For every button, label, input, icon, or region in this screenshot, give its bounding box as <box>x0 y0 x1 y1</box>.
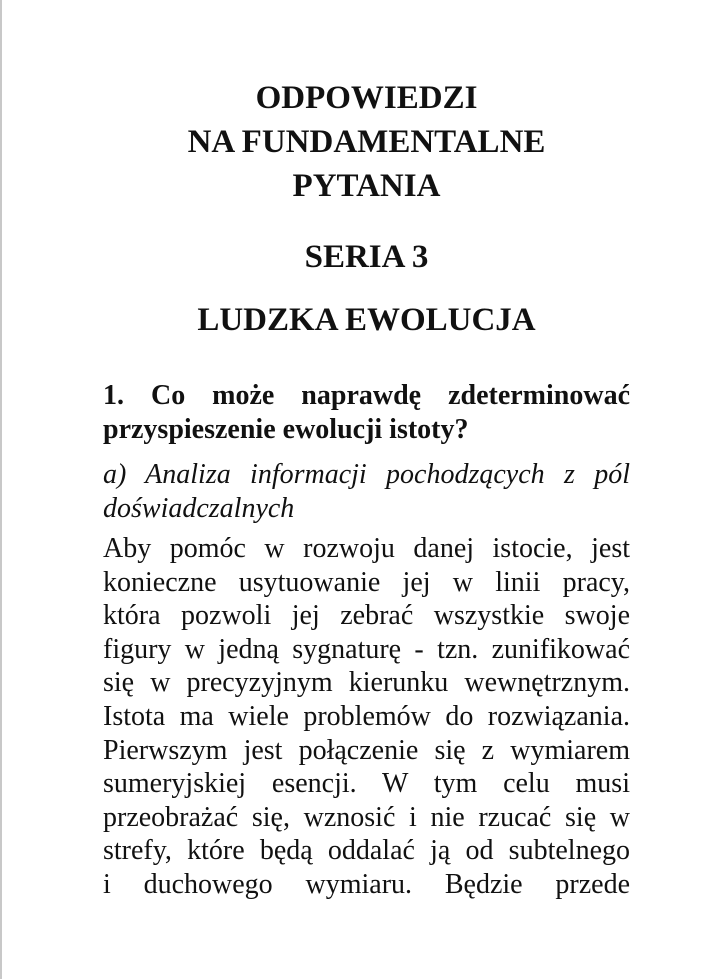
title-line: NA FUNDAMENTALNE <box>187 124 546 160</box>
question-line: 1. Co może naprawdę zdeterminować <box>103 380 630 411</box>
subheading-line: a) Analiza informacji pochodzących z pól <box>103 459 630 490</box>
title-line: ODPOWIEDZI <box>255 80 478 116</box>
body-line: Aby pomóc w rozwoju danej istocie, jest <box>103 533 630 564</box>
subheading-line: doświadczalnych <box>103 493 295 524</box>
title-line: PYTANIA <box>292 168 441 204</box>
subject-heading: LUDZKA EWOLUCJA <box>197 302 536 338</box>
body-line: Istota ma wiele problemów do rozwiązania. <box>103 700 630 732</box>
section-subheading <box>103 458 630 526</box>
body-paragraph <box>103 532 630 902</box>
question-line: przyspieszenie ewolucji istoty? <box>103 414 469 445</box>
document-title <box>103 76 630 208</box>
question-heading <box>103 379 630 447</box>
body-line: i duchowego wymiaru. Będzie przede <box>103 868 630 900</box>
page-edge <box>0 0 2 979</box>
body-line: się w precyzyjnym kierunku wewnętrznym. <box>103 667 630 699</box>
body-line: figury w jedną sygnaturę - tzn. zunifikować <box>103 633 630 665</box>
body-line: przeobrażać się, wznosić i nie rzucać się w <box>103 801 630 833</box>
document-page <box>103 76 630 902</box>
series-heading: SERIA 3 <box>304 239 429 275</box>
body-line: konieczne usytuowanie jej w linii pracy, <box>103 566 630 598</box>
body-line: Pierwszym jest połączenie się z wymiarem <box>103 734 630 766</box>
body-line: strefy, które będą oddalać ją od subtelnego <box>103 835 630 867</box>
body-line: która pozwoli jej zebrać wszystkie swoje <box>103 600 630 632</box>
body-line: sumeryjskiej esencji. W tym celu musi <box>103 768 630 800</box>
